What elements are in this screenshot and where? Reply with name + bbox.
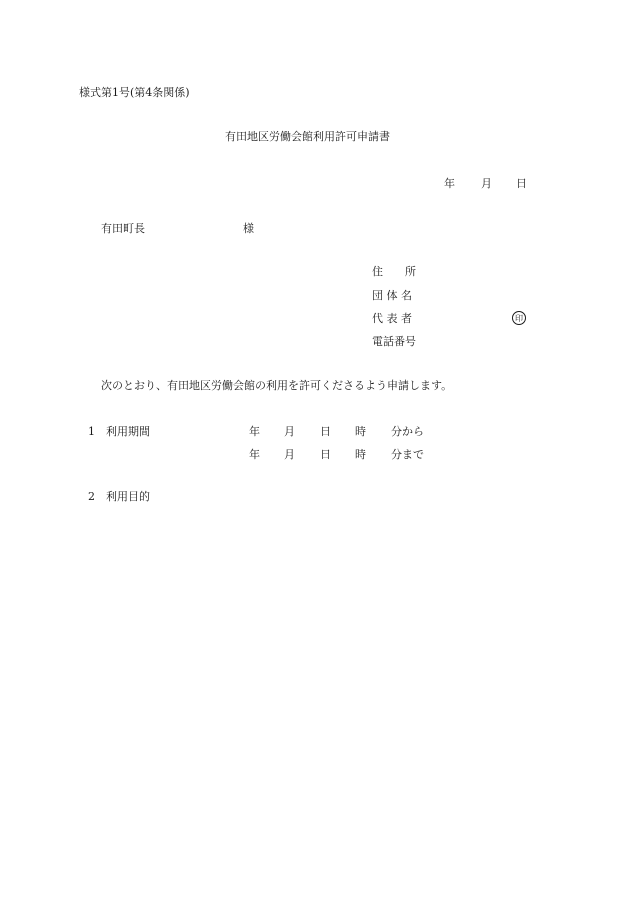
date-month-label: 月 [481,177,492,190]
period-from-hour: 時 [355,425,366,438]
addressee-honorific: 様 [243,222,254,235]
period-to-year: 年 [249,448,260,461]
date-day-label: 日 [516,177,527,190]
period-from-minute: 分から [391,425,424,438]
period-to-hour: 時 [355,448,366,461]
form-title: 有田地区労働会館利用許可申請書 [225,130,390,143]
period-number: 1 [88,425,95,438]
period-to-minute: 分まで [391,448,424,461]
addressee-name: 有田町長 [101,222,145,235]
body-text: 次のとおり、有田地区労働会館の利用を許可くださるよう申請します。 [101,379,453,392]
purpose-number: 2 [88,490,95,503]
period-from-day: 日 [320,425,331,438]
period-label: 利用期間 [106,425,150,438]
period-to-month: 月 [284,448,295,461]
date-year-label: 年 [444,177,455,190]
period-from-year: 年 [249,425,260,438]
representative-label: 代 表 者 [372,312,412,325]
seal-mark: 印 [512,311,526,325]
phone-number-label: 電話番号 [372,335,416,348]
period-from-month: 月 [284,425,295,438]
purpose-label: 利用目的 [106,490,150,503]
form-number: 様式第1号(第4条関係) [79,86,190,99]
group-name-label: 団 体 名 [372,289,412,302]
address-label: 住 所 [372,265,416,278]
period-to-day: 日 [320,448,331,461]
